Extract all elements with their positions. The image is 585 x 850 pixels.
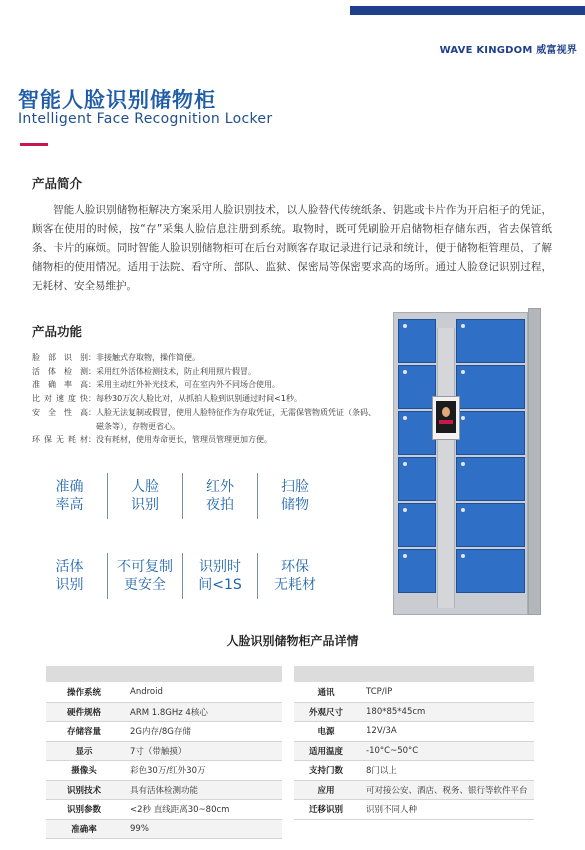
function-item: 准确率高 ： 采用主动红外补光技术，可在室内外不同场合使用。 [32,378,377,392]
table-row: 电源 12V/3A [294,722,534,742]
locker-image [393,308,541,615]
locker-door [456,549,525,593]
table-row: 外观尺寸 180*85*45cm [294,703,534,723]
locker-door [398,457,436,501]
page-subtitle: Intelligent Face Recognition Locker [18,111,273,127]
function-item: 脸部识别 ： 非接触式存取物，操作简便。 [32,351,377,365]
table-row: 识别参数 <2秒 直线距离30~80cm [46,800,282,820]
locker-door [456,411,525,455]
function-label: 脸部识别 [32,353,88,362]
locker-door [398,503,436,547]
feature-tags-row-1 [32,473,342,519]
function-item: 活体检测 ： 采用红外活体检测技术，防止利用照片假冒。 [32,365,377,379]
locker-door [456,319,525,363]
locker-door [398,549,436,593]
title-underline [20,143,48,146]
locker-door [456,365,525,409]
face-icon [442,407,450,417]
function-text: 采用红外活体检测技术，防止利用照片假冒。 [96,366,256,376]
table-row: 操作系统 Android [46,683,282,703]
function-item: 比对速度快 ： 每秒30万次人脸比对，从抓拍人脸到识别通过时间<1秒。 [32,392,377,406]
function-label: 准确率高 [32,380,88,390]
locker-side-panel [528,308,541,615]
feature-tags-row-2 [32,553,342,599]
spec-table-left-header [46,666,282,682]
table-row: 准确率 99% [46,820,282,840]
locker-door [456,457,525,501]
feature-tag: 活体 识别 [55,559,84,593]
functions-list [32,351,377,447]
page-title: 智能人脸识别储物柜 [18,88,216,112]
table-row: 通讯 TCP/IP [294,683,534,703]
table-row: 支持门数 8门以上 [294,761,534,781]
spec-table-right-header [294,666,534,682]
locker-door [398,411,436,455]
function-text: 采用主动红外补光技术，可在室内外不同场合使用。 [96,380,280,390]
function-text: 没有耗材，使用寿命更长，管理员管理更加方便。 [96,435,272,445]
table-row: 适用温度 -10°C~50°C [294,742,534,762]
feature-tag: 红外 夜拍 [182,473,257,519]
feature-tag: 不可复制 更安全 [107,553,182,599]
function-label: 比对速度快 [32,394,88,404]
table-row: 存储容量 2G内存/8G存储 [46,722,282,742]
table-row: 应用 可对接公安、酒店、税务、银行等软件平台 [294,781,534,801]
feature-tag: 扫脸 储物 [257,473,332,519]
intro-heading: 产品简介 [32,176,83,191]
table-row: 识别技术 具有活体检测功能 [46,781,282,801]
face-recognition-screen [432,396,460,440]
function-item: 安全性高 ： 人脸无法复制或假冒，使用人脸特征作为存取凭证，无需保管物质凭证（条码、磁条等），存物更省心。 [32,406,377,433]
function-text: 每秒30万次人脸比对，从抓拍人脸到识别通过时间<1秒。 [96,394,302,404]
function-text: 非接触式存取物，操作简便。 [96,353,200,362]
brand-name: WAVE KINGDOM 威富视界 [439,45,577,56]
details-heading: 人脸识别储物柜产品详情 [226,634,359,648]
feature-tag: 识别时 间<1S [182,553,257,599]
locker-door [398,319,436,363]
functions-heading: 产品功能 [32,324,83,339]
function-text: 人脸无法复制或假冒，使用人脸特征作为存取凭证，无需保管物质凭证（条码、磁条等），存物更省心。 [96,407,376,431]
function-label: 环保无耗材 [32,435,88,445]
function-label: 活体检测 [32,366,88,376]
feature-tag: 人脸 识别 [107,473,182,519]
spec-table-left [46,683,282,839]
header-accent-bar [350,6,585,15]
table-row: 硬件规格 ARM 1.8GHz 4核心 [46,703,282,723]
table-row: 显示 7寸（带触摸） [46,742,282,762]
spec-table-right [294,683,534,820]
feature-tag: 准确 率高 [55,479,84,513]
locker-door [456,503,525,547]
function-label: 安全性高 [32,407,88,417]
table-row: 迁移识别 识别不同人种 [294,800,534,820]
locker-center-column [437,328,455,608]
table-row: 摄像头 彩色30万/红外30万 [46,761,282,781]
locker-door [398,365,436,409]
function-item: 环保无耗材 ： 没有耗材，使用寿命更长，管理员管理更加方便。 [32,433,377,447]
locker-body [393,312,528,615]
intro-paragraph: 智能人脸识别储物柜解决方案采用人脸识别技术，以人脸替代传统纸条、钥匙或卡片作为开启柜子的凭证，顾客在使用的时候，按“存”采集人脸信息注册到系统。取物时，既可凭刷脸开启储物柜存储东西，省去保管纸条、卡片的麻烦。同时智能人脸识别储物柜可在后台对顾客存取记录进行记录和统计，便于储物柜管理员，了解储物柜的使用情况。适用于法院、看守所、部队、监狱、保密局等保密要求高的场所。通过人脸登记识别过程，无耗材、安全易维护。 [32,204,552,292]
feature-tag: 环保 无耗材 [257,553,332,599]
